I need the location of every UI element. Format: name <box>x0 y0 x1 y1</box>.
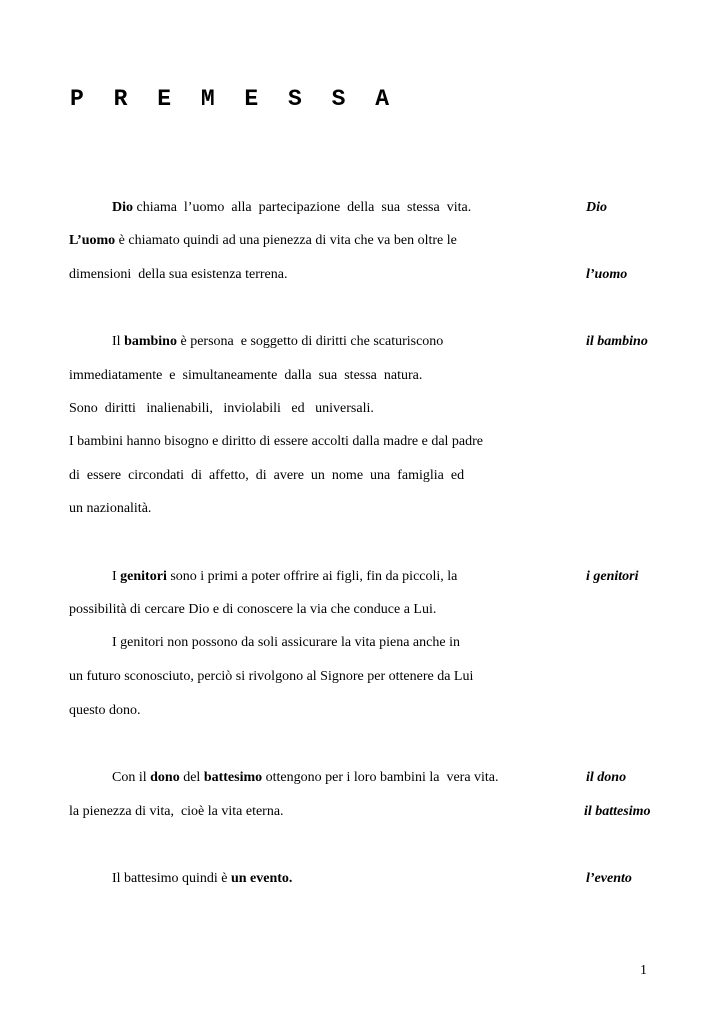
margin-note-genitori: i genitori <box>586 569 639 584</box>
body-line: dimensioni della sua esistenza terrena. <box>69 267 288 282</box>
keyword: battesimo <box>203 770 263 785</box>
margin-note-uomo: l’uomo <box>586 267 628 282</box>
keyword: dono <box>150 770 180 785</box>
page-title: P R E M E S S A <box>70 86 398 112</box>
text: Con il <box>112 770 151 785</box>
body-line <box>112 568 457 586</box>
body-line: possibilità di cercare Dio e di conoscere la via che conduce a Lui. <box>69 602 437 617</box>
text: Il battesimo quindi è <box>112 871 231 886</box>
text: del <box>179 770 204 785</box>
text: chiama l’uomo alla partecipazione della sua stessa vita. <box>133 200 472 215</box>
body-line: I bambini hanno bisogno e diritto di essere accolti dalla madre e dal padre <box>69 434 484 449</box>
body-line: I genitori non possono da soli assicurare la vita piena anche in <box>112 635 460 650</box>
keyword: bambino <box>124 334 177 349</box>
text: ottengono per i loro bambini la vera vita. <box>262 770 499 785</box>
margin-note-battesimo: il battesimo <box>584 804 651 819</box>
keyword: L’uomo <box>69 233 116 248</box>
body-line: questo dono. <box>69 703 141 718</box>
body-line: la pienezza di vita, cioè la vita eterna. <box>69 804 284 819</box>
text: è chiamato quindi ad una pienezza di vita che va ben oltre le <box>115 233 457 248</box>
text: I <box>112 569 121 584</box>
margin-note-bambino: il bambino <box>586 334 648 349</box>
text: Il <box>112 334 125 349</box>
body-line: immediatamente e simultaneamente dalla sua stessa natura. <box>69 368 423 383</box>
margin-note-dio: Dio <box>586 200 607 215</box>
body-line: Sono diritti inalienabili, inviolabili ed universali. <box>69 401 374 416</box>
page-number: 1 <box>640 963 647 978</box>
body-line: un nazionalità. <box>69 501 152 516</box>
keyword: un evento. <box>230 871 293 886</box>
body-line <box>69 232 457 250</box>
body-line <box>112 870 292 888</box>
body-line: di essere circondati di affetto, di avere un nome una famiglia ed <box>69 468 465 483</box>
keyword: genitori <box>120 569 167 584</box>
text: sono i primi a poter offrire ai figli, fin da piccoli, la <box>166 569 458 584</box>
body-line: un futuro sconosciuto, perciò si rivolgono al Signore per ottenere da Lui <box>69 669 474 684</box>
body-line <box>112 333 443 351</box>
margin-note-dono: il dono <box>586 770 627 785</box>
margin-note-evento: l’evento <box>586 871 632 886</box>
text: è persona e soggetto di diritti che scaturiscono <box>176 334 444 349</box>
keyword: Dio <box>112 200 133 215</box>
body-line <box>112 769 499 787</box>
body-line <box>112 199 471 217</box>
